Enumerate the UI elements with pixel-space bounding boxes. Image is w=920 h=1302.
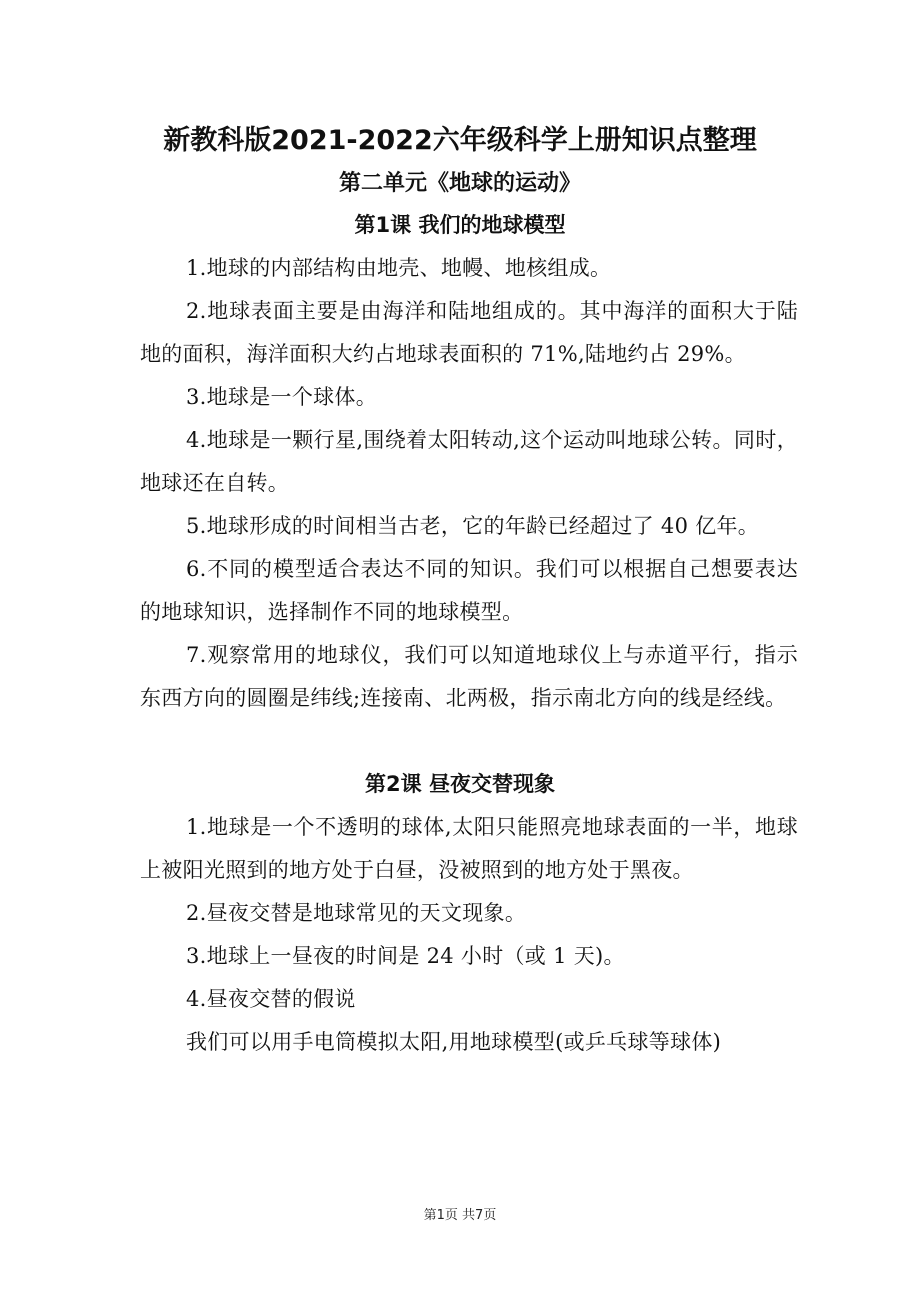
- document-body: [140, 204, 798, 1064]
- paragraph: 7.观察常用的地球仪，我们可以知道地球仪上与赤道平行，指示东西方向的圆圈是纬线;连接南、北两极，指示南北方向的线是经线。: [140, 643, 798, 710]
- document-title: 新教科版2021-2022六年级科学上册知识点整理: [163, 125, 757, 156]
- paragraph: 4.地球是一颗行星,围绕着太阳转动,这个运动叫地球公转。同时，地球还在自转。: [140, 428, 798, 495]
- paragraph: 1.地球是一个不透明的球体,太阳只能照亮地球表面的一半，地球上被阳光照到的地方处于白昼，没被照到的地方处于黑夜。: [140, 815, 798, 882]
- paragraph: 1.地球的内部结构由地壳、地幔、地核组成。: [186, 256, 612, 280]
- paragraph: 5.地球形成的时间相当古老，它的年龄已经超过了 40 亿年。: [186, 514, 760, 538]
- paragraph: 3.地球是一个球体。: [186, 385, 378, 409]
- unit-heading: 第二单元《地球的运动》: [338, 171, 581, 196]
- paragraph: 我们可以用手电筒模拟太阳,用地球模型(或乒乓球等球体): [186, 1030, 722, 1054]
- paragraph: 3.地球上一昼夜的时间是 24 小时（或 1 天)。: [186, 944, 625, 968]
- paragraph: 2.地球表面主要是由海洋和陆地组成的。其中海洋的面积大于陆地的面积，海洋面积大约占地球表面积的 71%,陆地约占 29%。: [140, 299, 798, 366]
- paragraph: 6.不同的模型适合表达不同的知识。我们可以根据自己想要表达的地球知识，选择制作不同的地球模型。: [140, 557, 798, 624]
- lesson-heading: 第1课 我们的地球模型: [354, 213, 566, 237]
- lesson-heading: 第2课 昼夜交替现象: [365, 772, 555, 796]
- spacer: [140, 720, 798, 763]
- page-footer: 第1页 共7页: [423, 1208, 497, 1223]
- paragraph: 2.昼夜交替是地球常见的天文现象。: [186, 901, 527, 925]
- paragraph: 4.昼夜交替的假说: [186, 987, 356, 1011]
